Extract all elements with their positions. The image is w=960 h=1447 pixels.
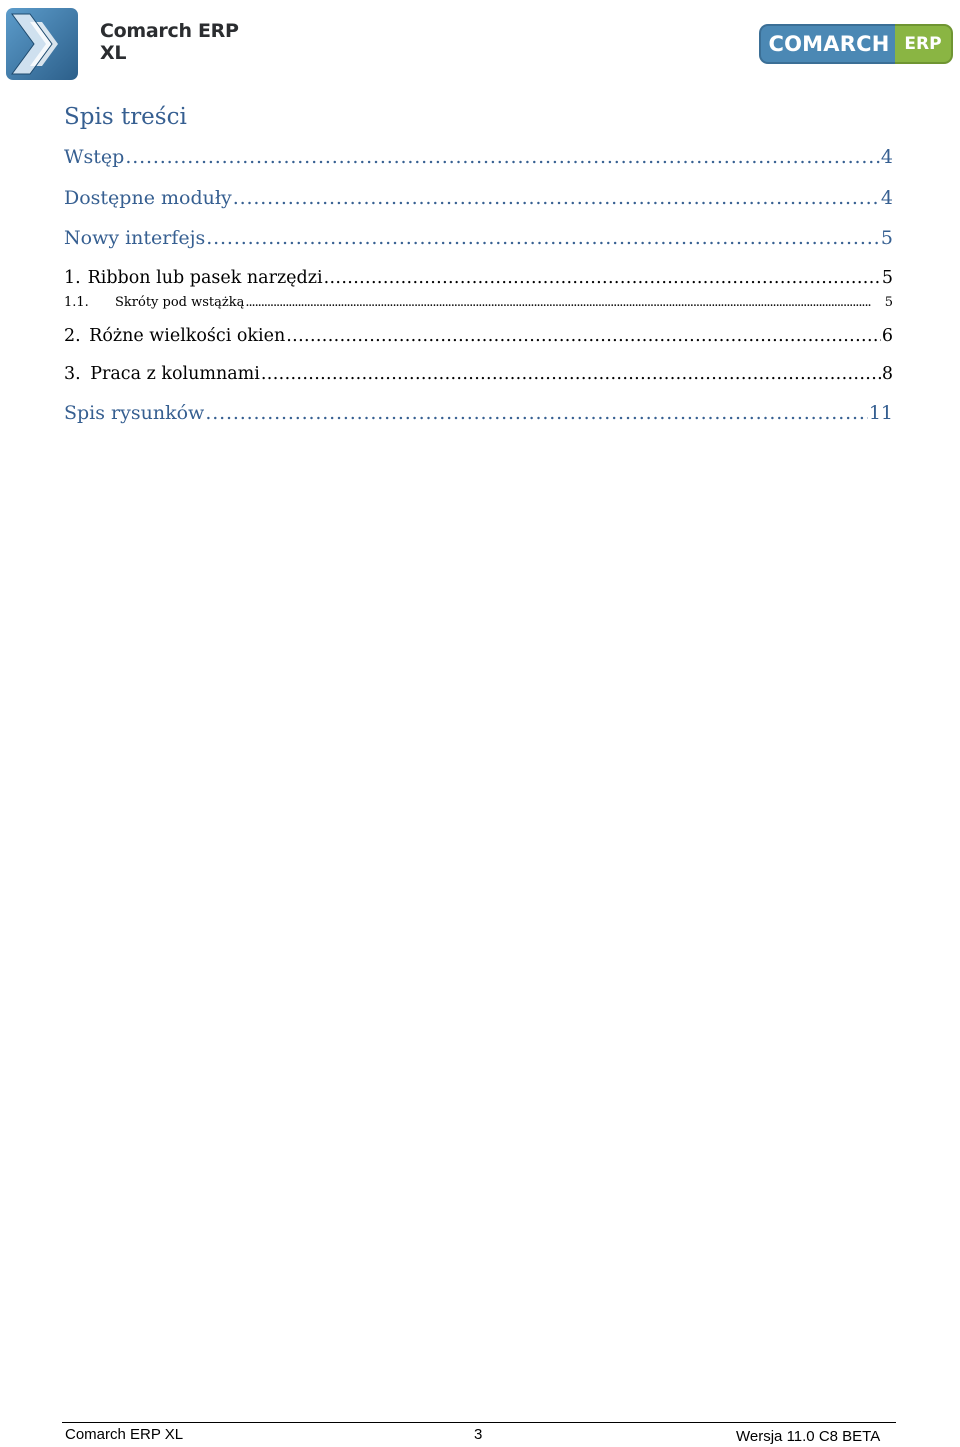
toc-entry-page: 4 <box>880 187 893 209</box>
toc-entry-page: 5 <box>880 227 893 249</box>
toc-entry-page: 4 <box>880 146 893 168</box>
toc-leader <box>206 227 880 249</box>
toc-entry-text: Nowy interfejs <box>64 227 206 249</box>
footer-page-number: 3 <box>474 1426 483 1443</box>
toc-entry-page: 8 <box>881 364 893 384</box>
toc-entry[interactable] <box>64 295 893 310</box>
toc-entry-text: Dostępne moduły <box>64 187 232 209</box>
toc-entry[interactable] <box>64 364 893 384</box>
toc-entry-page: 5 <box>884 295 893 310</box>
toc-leader <box>233 187 880 209</box>
toc-entry[interactable] <box>64 402 893 424</box>
toc-entry-number: 1.1. <box>64 295 89 310</box>
toc-entry-number: 1. <box>64 268 81 288</box>
toc-entry-page: 5 <box>881 268 893 288</box>
toc-entry-page: 6 <box>881 326 893 346</box>
comarch-erp-brand-logo <box>759 24 953 64</box>
toc-entry-page: 11 <box>868 402 893 424</box>
toc-leader <box>286 326 881 346</box>
toc-entry-text: Spis rysunków <box>64 402 205 424</box>
toc-entry-text: Skróty pod wstążką <box>115 295 245 310</box>
toc-entry[interactable] <box>64 268 893 288</box>
toc-entry[interactable] <box>64 146 893 168</box>
product-name-line1: Comarch ERP <box>100 20 239 42</box>
footer-divider <box>62 1422 896 1423</box>
toc-entry-text: Ribbon lub pasek narzędzi <box>87 268 323 288</box>
toc-entry-text: Różne wielkości okien <box>89 326 286 346</box>
footer-version: Wersja 11.0 C8 BETA <box>736 1428 881 1445</box>
brand-comarch: COMARCH <box>759 24 897 64</box>
toc-entry-text: Wstęp <box>64 146 125 168</box>
brand-erp: ERP <box>895 24 953 64</box>
product-name-line2: XL <box>100 42 127 64</box>
toc-leader <box>324 268 881 288</box>
footer-product: Comarch ERP XL <box>65 1426 184 1443</box>
comarch-xl-chevron-icon <box>6 8 78 80</box>
toc-entry-number: 2. <box>64 326 81 346</box>
toc-entry-number: 3. <box>64 364 81 384</box>
toc-leader <box>245 295 883 310</box>
toc-leader <box>125 146 880 168</box>
comarch-erp-xl-logo <box>6 8 246 82</box>
toc-entry-text: Praca z kolumnami <box>90 364 260 384</box>
toc-leader <box>261 364 881 384</box>
toc-entry[interactable] <box>64 326 893 346</box>
toc-leader <box>205 402 868 424</box>
toc-entry[interactable] <box>64 187 893 209</box>
toc-title: Spis treści <box>64 104 187 130</box>
toc-entry[interactable] <box>64 227 893 249</box>
product-name <box>100 20 239 64</box>
